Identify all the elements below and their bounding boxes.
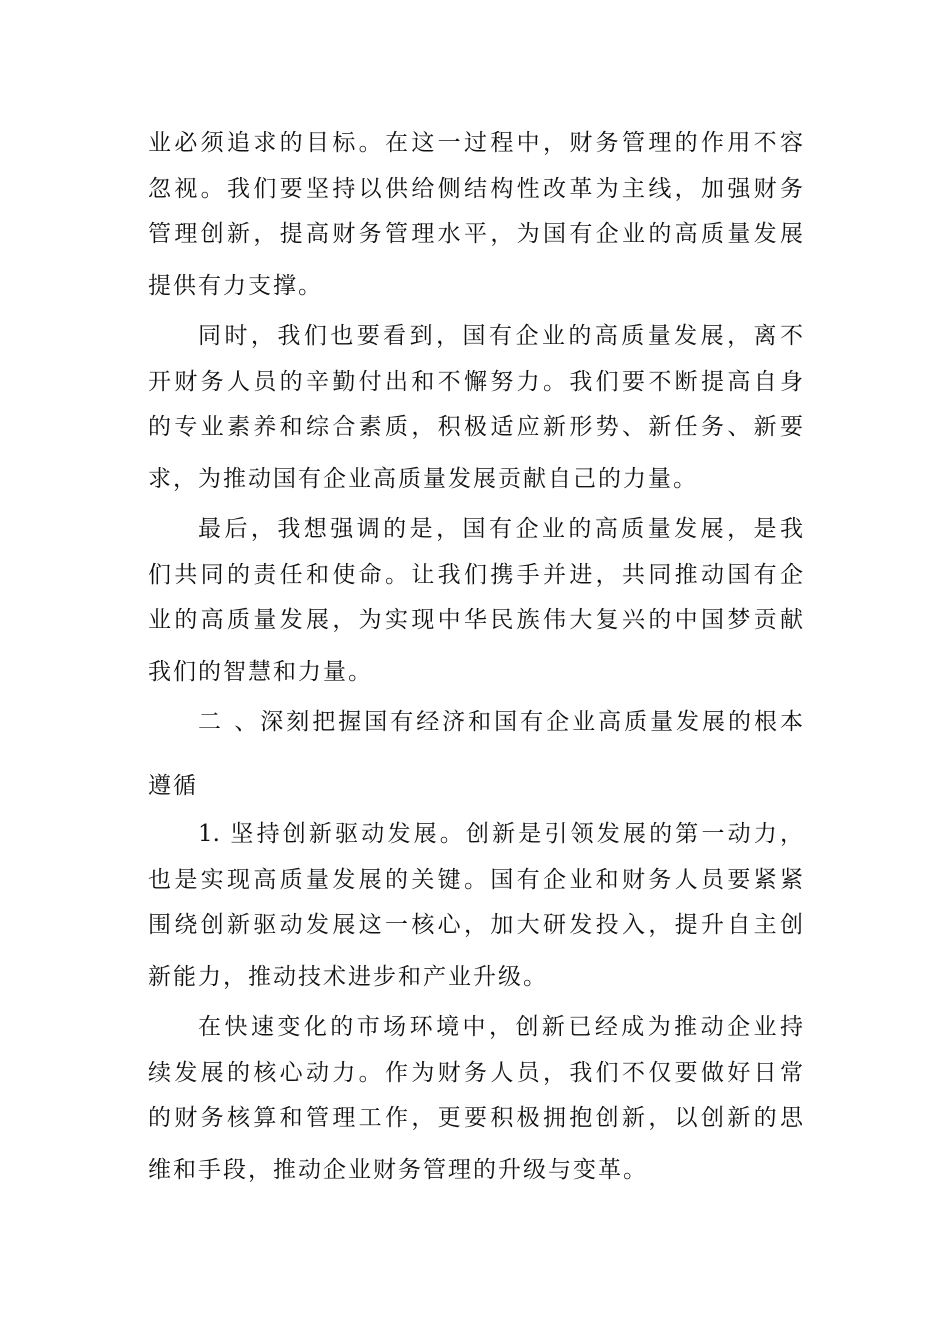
paragraph-5-line-1: 在快速变化的市场环境中，创新已经成为推动企业持 [198, 1014, 803, 1040]
paragraph-2-line-3: 的专业素养和综合素质，积极适应新形势、新任务、新要 [148, 414, 803, 440]
paragraph-3-line-2: 们共同的责任和使命。让我们携手并进，共同推动国有企 [148, 562, 803, 588]
paragraph-3-line-4: 我们的智慧和力量。 [148, 659, 373, 685]
section-heading-line-2: 遵循 [148, 773, 198, 799]
paragraph-5-line-4: 维和手段，推动企业财务管理的升级与变革。 [148, 1157, 648, 1183]
paragraph-1-line-3: 管理创新，提高财务管理水平，为国有企业的高质量发展 [148, 221, 803, 247]
paragraph-1-line-4: 提供有力支撑。 [148, 273, 323, 299]
section-heading-line-1: 二 、深刻把握国有经济和国有企业高质量发展的根本 [198, 709, 803, 735]
paragraph-4-line-3: 围绕创新驱动发展这一核心，加大研发投入，提升自主创 [148, 912, 803, 938]
paragraph-3-line-1: 最后，我想强调的是，国有企业的高质量发展，是我 [198, 516, 803, 542]
paragraph-5-line-3: 的财务核算和管理工作，更要积极拥抱创新，以创新的思 [148, 1105, 803, 1131]
paragraph-4-line-2: 也是实现高质量发展的关键。国有企业和财务人员要紧紧 [148, 867, 803, 893]
paragraph-1-line-1: 业必须追求的目标。在这一过程中，财务管理的作用不容 [148, 130, 803, 156]
paragraph-3-line-3: 业的高质量发展，为实现中华民族伟大复兴的中国梦贡献 [148, 607, 803, 633]
paragraph-1-line-2: 忽视。我们要坚持以供给侧结构性改革为主线，加强财务 [148, 176, 803, 202]
paragraph-4-line-1: 1. 坚持创新驱动发展。创新是引领发展的第一动力， [198, 821, 803, 847]
paragraph-4-line-4: 新能力，推动技术进步和产业升级。 [148, 964, 548, 990]
paragraph-2-line-4: 求，为推动国有企业高质量发展贡献自己的力量。 [148, 466, 698, 492]
paragraph-2-line-1: 同时，我们也要看到，国有企业的高质量发展，离不 [198, 323, 803, 349]
paragraph-5-line-2: 续发展的核心动力。作为财务人员，我们不仅要做好日常 [148, 1060, 803, 1086]
paragraph-2-line-2: 开财务人员的辛勤付出和不懈努力。我们要不断提高自身 [148, 369, 803, 395]
